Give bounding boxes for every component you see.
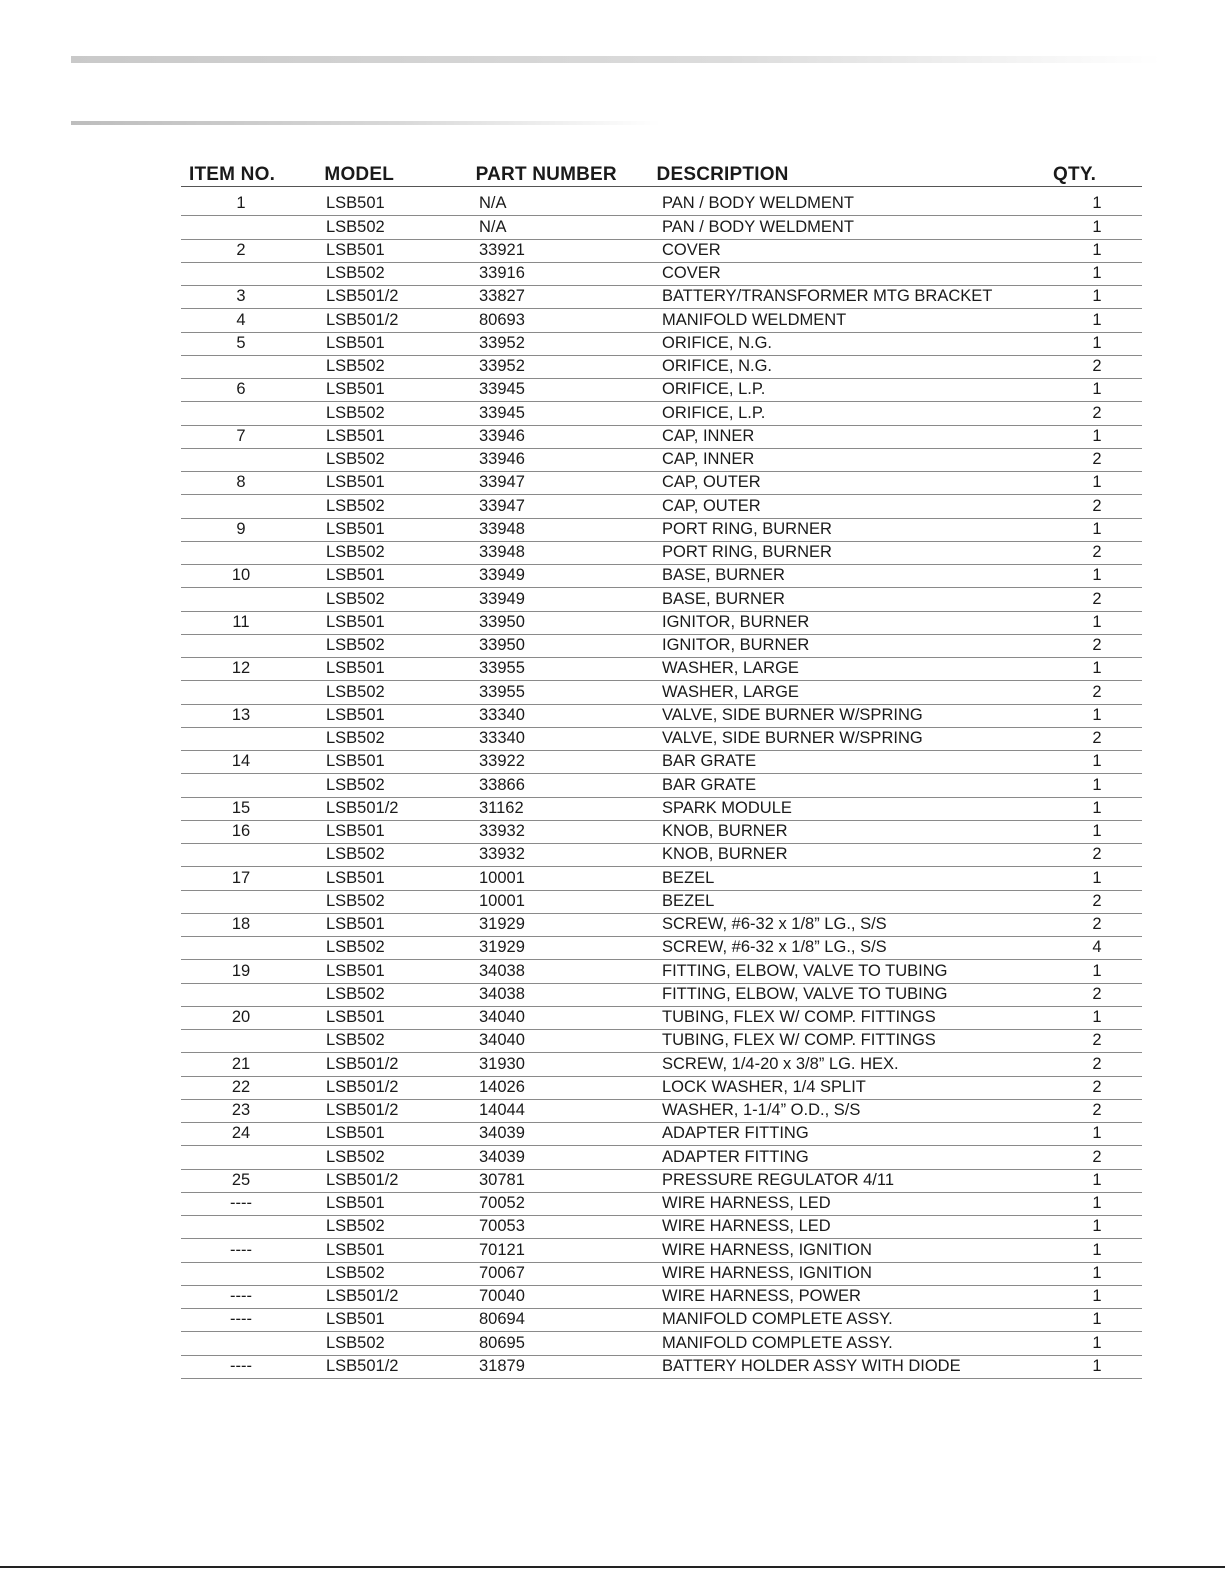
cell-description: ORIFICE, N.G. [662,357,773,375]
cell-qty: 1 [1092,798,1102,817]
cell-model: LSB502 [326,589,385,608]
header-description: DESCRIPTION [656,164,789,185]
cell-description: TUBING, FLEX W/ COMP. FITTINGS [662,1031,936,1050]
table-row [181,612,1142,635]
cell-model: LSB501 [326,240,385,259]
cell-qty: 2 [1092,636,1102,654]
cell-qty: 1 [1092,426,1102,445]
table-row [181,379,1142,402]
table-row [181,914,1142,937]
table-row [181,1007,1142,1030]
cell-item-no: 7 [236,426,246,445]
cell-qty: 1 [1092,612,1102,631]
table-header [181,157,1142,187]
cell-part-number: 33952 [479,333,525,352]
cell-qty: 1 [1092,1287,1102,1305]
cell-description: WIRE HARNESS, IGNITION [662,1240,872,1259]
cell-description: BATTERY HOLDER ASSY WITH DIODE [662,1356,961,1375]
cell-qty: 1 [1092,868,1102,887]
cell-qty: 1 [1092,217,1102,236]
cell-item-no: ---- [230,1310,252,1329]
cell-qty: 1 [1092,1333,1102,1352]
cell-part-number: 70053 [479,1217,525,1236]
cell-part-number: 10001 [479,868,525,887]
table-row [181,1030,1142,1053]
cell-description: PORT RING, BURNER [662,543,832,561]
cell-description: WIRE HARNESS, LED [662,1194,831,1212]
cell-description: KNOB, BURNER [662,822,788,840]
cell-item-no: 18 [231,915,251,933]
cell-part-number: 33950 [479,612,525,631]
cell-description: PAN / BODY WELDMENT [662,217,854,236]
cell-qty: 1 [1092,240,1102,259]
table-row [181,193,1142,216]
table-body [181,193,1142,1379]
cell-part-number: 14026 [479,1077,525,1096]
cell-description: ADAPTER FITTING [662,1147,809,1166]
cell-part-number: 34040 [479,1031,525,1050]
cell-item-no: 22 [231,1077,251,1096]
cell-part-number: 33946 [479,426,525,445]
cell-qty: 2 [1092,543,1102,561]
cell-part-number: 33948 [479,543,525,561]
cell-part-number: 33866 [479,775,525,794]
cell-qty: 1 [1092,1008,1102,1026]
table-row [181,751,1142,774]
cell-model: LSB501 [326,519,385,538]
cell-qty: 2 [1092,589,1102,608]
table-row [181,542,1142,565]
cell-item-no: 24 [231,1124,251,1143]
header-rule-top [71,56,1161,63]
cell-model: LSB502 [326,1217,385,1236]
cell-qty: 2 [1092,729,1102,747]
table-row [181,774,1142,797]
table-row [181,681,1142,704]
table-row [181,728,1142,751]
cell-item-no: 17 [231,868,251,887]
cell-description: CAP, OUTER [662,473,761,492]
cell-qty: 1 [1092,705,1102,724]
cell-item-no: 2 [236,240,246,259]
cell-model: LSB501 [326,752,385,771]
cell-model: LSB501/2 [326,310,399,329]
cell-description: PRESSURE REGULATOR 4/11 [662,1170,894,1189]
table-row [181,240,1142,263]
table-row [181,1263,1142,1286]
cell-description: BASE, BURNER [662,566,785,585]
cell-qty: 1 [1092,287,1102,306]
cell-model: LSB501 [326,868,385,887]
table-row [181,565,1142,588]
cell-part-number: 33947 [479,473,525,492]
cell-item-no: ---- [230,1356,252,1375]
cell-description: ORIFICE, N.G. [662,333,773,352]
cell-description: FITTING, ELBOW, VALVE TO TUBING [662,961,948,980]
cell-model: LSB501 [326,915,385,933]
cell-description: MANIFOLD WELDMENT [662,310,847,329]
cell-item-no: 1 [236,194,246,213]
cell-qty: 4 [1092,938,1102,957]
cell-item-no: 5 [236,333,246,352]
cell-qty: 1 [1092,264,1102,282]
header-item-no: ITEM NO. [189,164,276,185]
cell-model: LSB502 [326,891,385,910]
cell-description: WIRE HARNESS, IGNITION [662,1263,872,1282]
cell-model: LSB502 [326,845,385,864]
cell-item-no: 13 [231,705,251,724]
table-row [181,1309,1142,1332]
cell-model: LSB501 [326,380,385,399]
cell-item-no: 15 [231,798,251,817]
cell-part-number: 33340 [479,705,525,724]
cell-item-no: 21 [231,1054,251,1073]
cell-model: LSB501 [326,822,385,840]
table-row [181,960,1142,983]
cell-model: LSB501 [326,1194,385,1212]
cell-part-number: 31930 [479,1054,525,1073]
table-row [181,1077,1142,1100]
cell-qty: 1 [1092,822,1102,840]
cell-qty: 2 [1092,357,1102,375]
cell-qty: 2 [1092,845,1102,864]
cell-part-number: 31162 [479,798,524,817]
cell-part-number: 33948 [479,519,525,538]
cell-qty: 1 [1092,380,1102,399]
cell-item-no: ---- [230,1287,252,1305]
table-row [181,495,1142,518]
cell-qty: 1 [1092,1263,1102,1282]
table-row [181,635,1142,658]
cell-part-number: 33945 [479,380,525,399]
cell-model: LSB502 [326,1031,385,1050]
cell-description: WIRE HARNESS, LED [662,1217,831,1236]
cell-part-number: 70040 [479,1287,525,1305]
cell-item-no: 12 [231,659,251,678]
cell-model: LSB501/2 [326,1170,399,1189]
table-row [181,1170,1142,1193]
cell-qty: 2 [1092,1031,1102,1050]
cell-part-number: 34039 [479,1124,525,1143]
cell-description: LOCK WASHER, 1/4 SPLIT [662,1077,866,1096]
cell-model: LSB502 [326,682,385,701]
cell-description: KNOB, BURNER [662,845,788,864]
cell-model: LSB501/2 [326,1356,399,1375]
cell-model: LSB502 [326,357,385,375]
table-row [181,1100,1142,1123]
cell-part-number: 33921 [479,240,525,259]
cell-qty: 1 [1092,659,1102,678]
cell-part-number: 80694 [479,1310,525,1329]
cell-model: LSB501 [326,1124,385,1143]
cell-description: SCREW, #6-32 x 1/8” LG., S/S [662,938,887,957]
page-bottom-rule [0,1566,1225,1568]
cell-qty: 1 [1092,1194,1102,1212]
cell-description: SPARK MODULE [662,798,792,817]
table-row [181,705,1142,728]
cell-part-number: 33949 [479,589,525,608]
cell-description: PORT RING, BURNER [662,519,832,538]
cell-part-number: 80695 [479,1333,525,1352]
cell-qty: 1 [1092,1170,1102,1189]
cell-part-number: 33950 [479,636,525,654]
table-row [181,519,1142,542]
cell-description: FITTING, ELBOW, VALVE TO TUBING [662,984,948,1003]
cell-part-number: 33945 [479,403,525,422]
cell-qty: 1 [1092,1310,1102,1329]
table-row [181,1146,1142,1169]
header-model: MODEL [324,164,395,185]
table-row [181,472,1142,495]
cell-part-number: 31929 [479,915,525,933]
cell-part-number: 70052 [479,1194,525,1212]
cell-description: PAN / BODY WELDMENT [662,194,854,213]
cell-description: BAR GRATE [662,752,757,771]
cell-model: LSB502 [326,984,385,1003]
header-part-number: PART NUMBER [475,164,617,185]
cell-model: LSB502 [326,775,385,794]
cell-part-number: 33827 [479,287,525,306]
cell-item-no: ---- [230,1240,252,1259]
cell-part-number: 14044 [479,1101,525,1119]
cell-description: COVER [662,240,721,259]
table-row [181,1123,1142,1146]
cell-description: CAP, INNER [662,450,755,468]
cell-description: WASHER, LARGE [662,682,799,701]
cell-qty: 1 [1092,1356,1102,1375]
cell-description: MANIFOLD COMPLETE ASSY. [662,1333,893,1352]
cell-description: ORIFICE, L.P. [662,380,766,399]
cell-model: LSB501 [326,659,385,678]
table-row [181,798,1142,821]
table-row [181,216,1142,239]
cell-item-no: 25 [231,1170,251,1189]
cell-qty: 2 [1092,1054,1102,1073]
cell-model: LSB502 [326,729,385,747]
cell-part-number: 33952 [479,357,525,375]
cell-part-number: 34038 [479,984,525,1003]
cell-qty: 2 [1092,915,1102,933]
cell-description: WASHER, 1-1/4” O.D., S/S [662,1101,861,1119]
cell-description: ADAPTER FITTING [662,1124,809,1143]
table-row [181,1216,1142,1239]
table-row [181,1332,1142,1355]
cell-part-number: 70121 [479,1240,525,1259]
cell-description: CAP, OUTER [662,496,761,515]
cell-item-no: 8 [236,473,246,492]
cell-qty: 2 [1092,1077,1102,1096]
cell-model: LSB501 [326,961,385,980]
header-rule-second [71,121,661,125]
cell-model: LSB502 [326,450,385,468]
cell-model: LSB501/2 [326,287,399,306]
cell-model: LSB501/2 [326,798,399,817]
cell-part-number: 31929 [479,938,525,957]
cell-model: LSB501/2 [326,1054,399,1073]
cell-description: CAP, INNER [662,426,755,445]
cell-model: LSB501/2 [326,1287,399,1305]
cell-description: IGNITOR, BURNER [662,612,810,631]
table-row [181,309,1142,332]
cell-model: LSB501 [326,426,385,445]
cell-qty: 1 [1092,775,1102,794]
cell-qty: 1 [1092,1240,1102,1259]
cell-item-no: 20 [231,1008,251,1026]
cell-model: LSB501 [326,194,385,213]
cell-description: SCREW, 1/4-20 x 3/8” LG. HEX. [662,1054,899,1073]
table-row [181,1239,1142,1262]
cell-qty: 1 [1092,519,1102,538]
cell-item-no: 14 [231,752,251,771]
cell-description: WIRE HARNESS, POWER [662,1287,861,1305]
cell-part-number: 34040 [479,1008,525,1026]
cell-part-number: 33932 [479,845,525,864]
cell-description: ORIFICE, L.P. [662,403,766,422]
cell-model: LSB502 [326,938,385,957]
cell-qty: 2 [1092,403,1102,422]
cell-description: IGNITOR, BURNER [662,636,810,654]
cell-part-number: 31879 [479,1356,525,1375]
cell-part-number: 33949 [479,566,525,585]
cell-qty: 1 [1092,473,1102,492]
cell-qty: 2 [1092,496,1102,515]
cell-qty: 1 [1092,310,1102,329]
cell-item-no: 4 [236,310,246,329]
cell-qty: 2 [1092,891,1102,910]
table-row [181,588,1142,611]
cell-qty: 1 [1092,1217,1102,1236]
cell-model: LSB501 [326,1310,385,1329]
table-row [181,937,1142,960]
table-row [181,821,1142,844]
cell-model: LSB502 [326,217,385,236]
table-row [181,984,1142,1007]
table-row [181,658,1142,681]
cell-item-no: 10 [231,566,251,585]
cell-description: VALVE, SIDE BURNER W/SPRING [662,729,923,747]
cell-model: LSB501 [326,333,385,352]
cell-model: LSB501/2 [326,1077,399,1096]
cell-qty: 1 [1092,752,1102,771]
cell-model: LSB501 [326,473,385,492]
cell-qty: 2 [1092,682,1102,701]
cell-qty: 1 [1092,961,1102,980]
cell-description: VALVE, SIDE BURNER W/SPRING [662,705,923,724]
cell-model: LSB501 [326,1008,385,1026]
cell-description: BATTERY/TRANSFORMER MTG BRACKET [662,287,993,306]
table-row [181,1356,1142,1379]
cell-description: BASE, BURNER [662,589,785,608]
cell-part-number: 33922 [479,752,525,771]
cell-item-no: 9 [236,519,246,538]
cell-item-no: 23 [231,1101,251,1119]
cell-model: LSB502 [326,1263,385,1282]
cell-qty: 1 [1092,1124,1102,1143]
cell-description: MANIFOLD COMPLETE ASSY. [662,1310,893,1329]
cell-part-number: N/A [479,217,507,236]
cell-model: LSB502 [326,543,385,561]
table-row [181,844,1142,867]
table-row [181,356,1142,379]
cell-item-no: ---- [230,1194,252,1212]
cell-part-number: 33955 [479,659,525,678]
cell-model: LSB501/2 [326,1101,399,1119]
cell-item-no: 3 [236,287,246,306]
cell-description: BEZEL [662,891,715,910]
cell-model: LSB502 [326,403,385,422]
cell-qty: 1 [1092,333,1102,352]
cell-part-number: 33340 [479,729,525,747]
cell-part-number: 33947 [479,496,525,515]
table-row [181,333,1142,356]
header-qty: QTY. [1053,164,1097,185]
cell-item-no: 16 [231,822,251,840]
cell-item-no: 11 [232,612,250,631]
cell-qty: 2 [1092,984,1102,1003]
cell-part-number: 33955 [479,682,525,701]
cell-part-number: 30781 [479,1170,525,1189]
cell-part-number: 33916 [479,264,525,282]
cell-qty: 2 [1092,1101,1102,1119]
table-row [181,1193,1142,1216]
table-row [181,402,1142,425]
cell-description: SCREW, #6-32 x 1/8” LG., S/S [662,915,887,933]
table-row [181,263,1142,286]
cell-part-number: N/A [479,194,507,213]
cell-model: LSB501 [326,566,385,585]
table-row [181,426,1142,449]
cell-model: LSB502 [326,636,385,654]
cell-description: COVER [662,264,721,282]
cell-qty: 2 [1092,1147,1102,1166]
cell-part-number: 34039 [479,1147,525,1166]
table-row [181,867,1142,890]
cell-description: BAR GRATE [662,775,757,794]
cell-model: LSB501 [326,1240,385,1259]
cell-qty: 1 [1092,566,1102,585]
cell-description: TUBING, FLEX W/ COMP. FITTINGS [662,1008,936,1026]
table-row [181,449,1142,472]
cell-part-number: 34038 [479,961,525,980]
cell-part-number: 10001 [479,891,525,910]
cell-model: LSB502 [326,1333,385,1352]
cell-item-no: 6 [236,380,246,399]
cell-part-number: 70067 [479,1263,525,1282]
cell-part-number: 33946 [479,450,525,468]
table-row [181,286,1142,309]
table-row [181,1053,1142,1076]
parts-table [181,157,1142,1379]
table-row [181,891,1142,914]
cell-model: LSB502 [326,496,385,515]
cell-part-number: 80693 [479,310,525,329]
table-row [181,1286,1142,1309]
cell-description: WASHER, LARGE [662,659,799,678]
cell-model: LSB502 [326,1147,385,1166]
cell-model: LSB501 [326,612,385,631]
cell-item-no: 19 [231,961,251,980]
cell-qty: 2 [1092,450,1102,468]
cell-description: BEZEL [662,868,715,887]
cell-model: LSB501 [326,705,385,724]
cell-model: LSB502 [326,264,385,282]
cell-part-number: 33932 [479,822,525,840]
cell-qty: 1 [1092,194,1102,213]
